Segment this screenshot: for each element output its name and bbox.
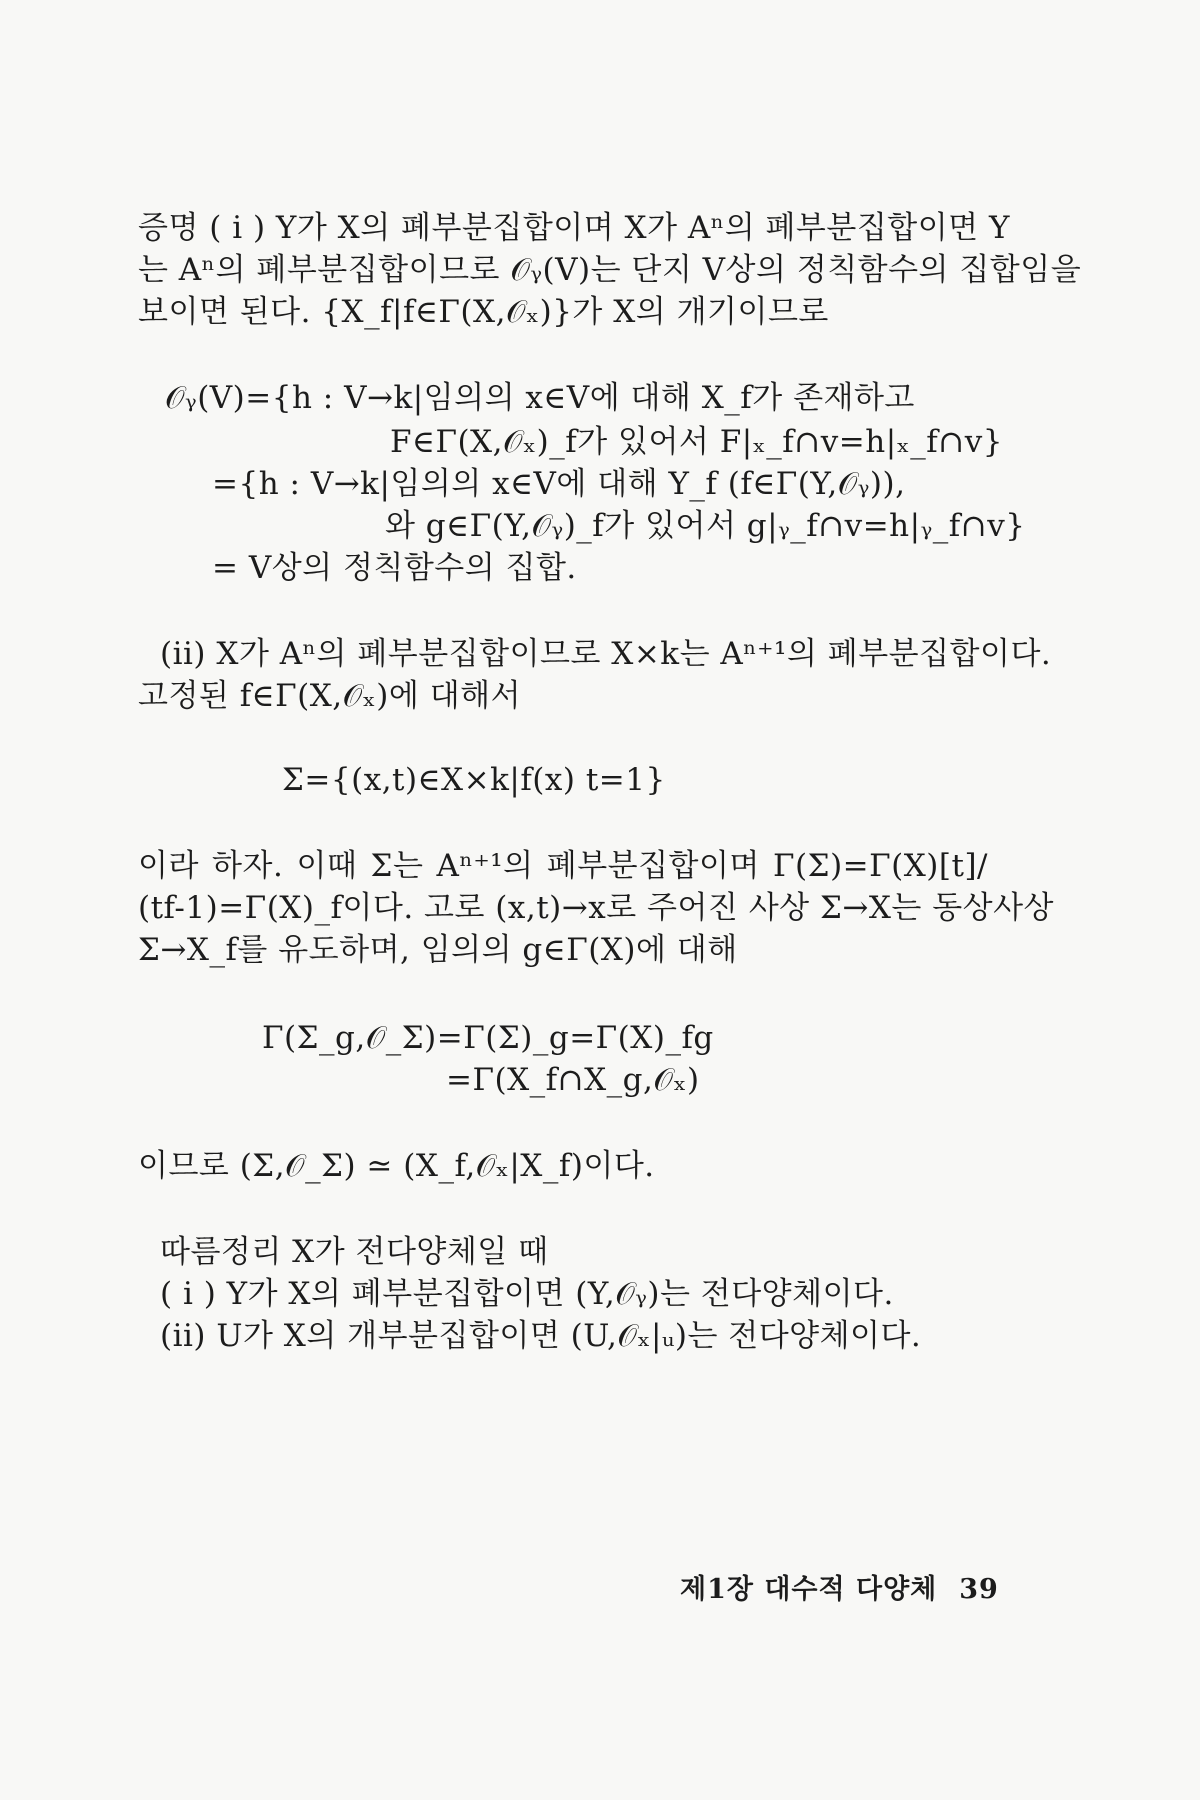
- corollary-title: 따름정리 X가 전다양체일 때: [160, 1234, 549, 1270]
- corollary-item-2: (ii) U가 X의 개부분집합이면 (U,𝒪ₓ|ᵤ)는 전다양체이다.: [160, 1318, 922, 1354]
- equation1-line-2: F∈Γ(X,𝒪ₓ)_f가 있어서 F|ₓ_f∩v=h|ₓ_f∩v}: [390, 424, 1003, 460]
- part3-line-3: Σ→X_f를 유도하며, 임의의 g∈Γ(X)에 대해: [138, 932, 738, 968]
- part3-line-2: (tf-1)=Γ(X)_f이다. 고로 (x,t)→x로 주어진 사상 Σ→X는 동상사상: [138, 890, 1054, 926]
- proof-line-2: 는 Aⁿ의 폐부분집합이므로 𝒪ᵧ(V)는 단지 V상의 정칙함수의 집합임을: [138, 252, 1082, 288]
- conclusion-line: 이므로 (Σ,𝒪_Σ) ≃ (X_f,𝒪ₓ|X_f)이다.: [138, 1148, 655, 1184]
- equation3-line-1: Γ(Σ_g,𝒪_Σ)=Γ(Σ)_g=Γ(X)_fg: [262, 1020, 714, 1056]
- part3-line-1: 이라 하자. 이때 Σ는 Aⁿ⁺¹의 폐부분집합이며 Γ(Σ)=Γ(X)[t]/: [138, 848, 988, 884]
- equation3-line-2: =Γ(X_f∩X_g,𝒪ₓ): [446, 1062, 700, 1098]
- equation2: Σ={(x,t)∈X×k|f(x) t=1}: [282, 762, 666, 798]
- equation1-line-3: ={h : V→k|임의의 x∈V에 대해 Y_f (f∈Γ(Y,𝒪ᵧ)),: [212, 466, 906, 502]
- page-number: 39: [959, 1574, 999, 1605]
- chapter-title: 제1장 대수적 다양체: [680, 1574, 938, 1605]
- part2-line-1: (ii) X가 Aⁿ의 폐부분집합이므로 X×k는 Aⁿ⁺¹의 폐부분집합이다.: [160, 636, 1052, 672]
- equation1-line-1: 𝒪ᵧ(V)={h : V→k|임의의 x∈V에 대해 X_f가 존재하고: [165, 380, 915, 416]
- proof-line-3: 보이면 된다. {X_f|f∈Γ(X,𝒪ₓ)}가 X의 개기이므로: [138, 294, 829, 330]
- page-footer: [680, 1572, 999, 1608]
- part2-line-2: 고정된 f∈Γ(X,𝒪ₓ)에 대해서: [138, 678, 522, 714]
- equation1-line-5: = V상의 정칙함수의 집합.: [212, 550, 577, 586]
- proof-line-1: 증명 ( i ) Y가 X의 폐부분집합이며 X가 Aⁿ의 폐부분집합이면 Y: [138, 210, 1010, 246]
- corollary-item-1: ( i ) Y가 X의 폐부분집합이면 (Y,𝒪ᵧ)는 전다양체이다.: [160, 1276, 894, 1312]
- equation1-line-4: 와 g∈Γ(Y,𝒪ᵧ)_f가 있어서 g|ᵧ_f∩v=h|ᵧ_f∩v}: [385, 508, 1026, 544]
